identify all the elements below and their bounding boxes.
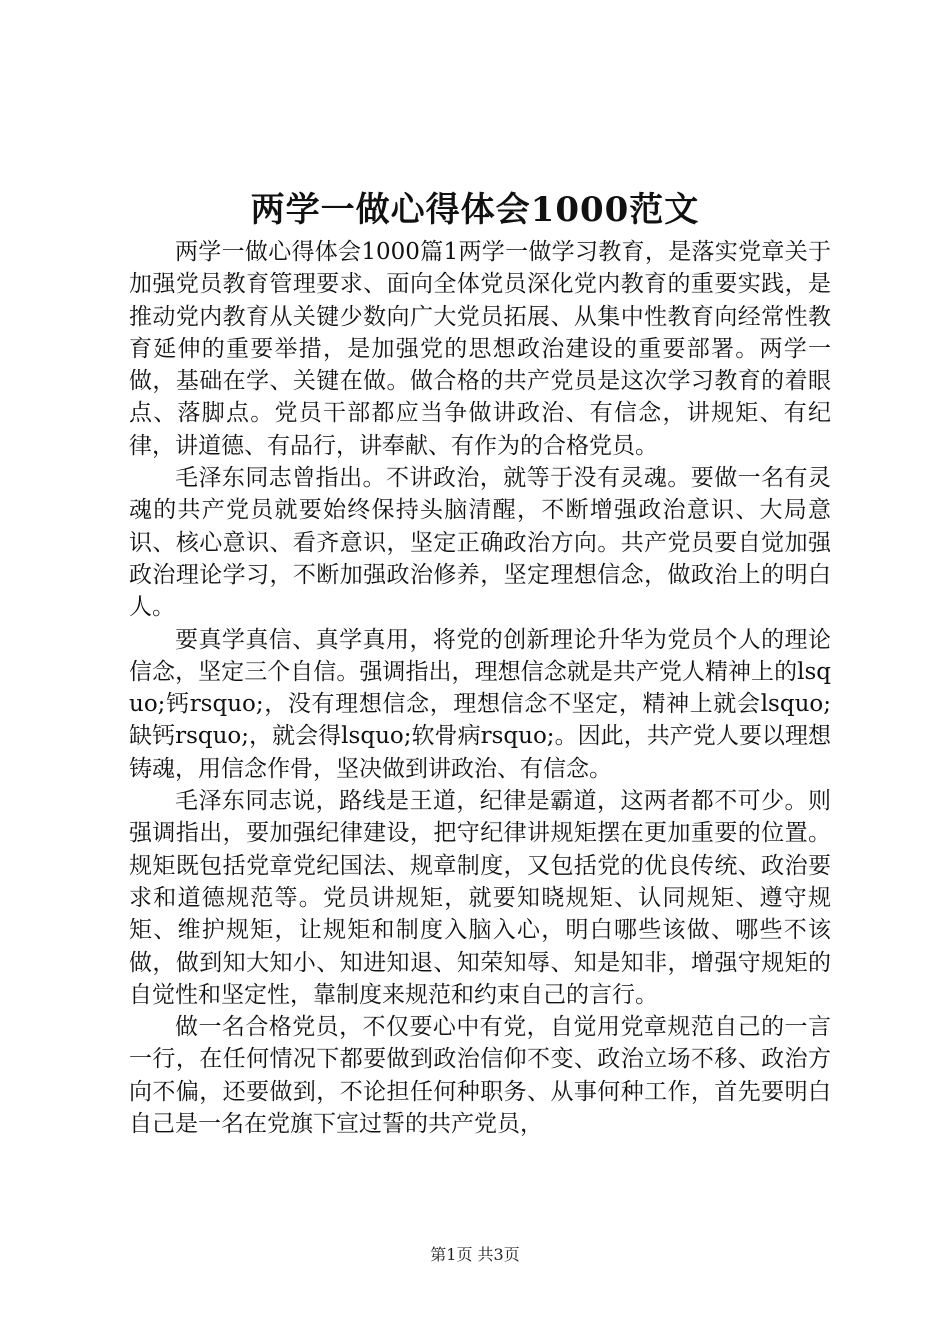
paragraph-3: 要真学真信、真学真用，将党的创新理论升华为党员个人的理论信念，坚定三个自信。强调指出，理想信念就是共产党人精神上的lsquo;钙rsquo;，没有理想信念，理想信念不坚定，精神上就会lsquo;缺钙rsquo;，就会得lsquo;软骨病rsquo;。因此，共产党人要以理想铸魂，用信念作骨，坚决做到讲政治、有信念。 [129,626,831,782]
paragraph-5: 做一名合格党员，不仅要心中有党，自觉用党章规范自己的一言一行，在任何情况下都要做到政治信仰不变、政治立场不移、政治方向不偏，还要做到，不论担任何种职务、从事何种工作，首先要明白自己是一名在党旗下宣过誓的共产党员， [129,1014,831,1138]
page-footer: 第1页 共3页 [430,1245,520,1264]
document-body [129,236,831,1140]
paragraph-2: 毛泽东同志曾指出。不讲政治，就等于没有灵魂。要做一名有灵魂的共产党员就要始终保持头脑清醒，不断增强政治意识、大局意识、核心意识、看齐意识，坚定正确政治方向。共产党员要自觉加强政治理论学习，不断加强政治修养，坚定理想信念，做政治上的明白人。 [129,465,831,621]
paragraph-1: 两学一做心得体会1000篇1两学一做学习教育，是落实党章关于加强党员教育管理要求、面向全体党员深化党内教育的重要实践，是推动党内教育从关键少数向广大党员拓展、从集中性教育向经常性教育延伸的重要举措，是加强党的思想政治建设的重要部署。两学一做，基础在学、关键在做。做合格的共产党员是这次学习教育的着眼点、落脚点。党员干部都应当争做讲政治、有信念，讲规矩、有纪律，讲道德、有品行，讲奉献、有作为的合格党员。 [129,239,831,459]
paragraph-4: 毛泽东同志说，路线是王道，纪律是霸道，这两者都不可少。则强调指出，要加强纪律建设，把守纪律讲规矩摆在更加重要的位置。规矩既包括党章党纪国法、规章制度，又包括党的优良传统、政治要求和道德规范等。党员讲规矩，就要知晓规矩、认同规矩、遵守规矩、维护规矩，让规矩和制度入脑入心，明白哪些该做、哪些不该做，做到知大知小、知进知退、知荣知辱、知是知非，增强守规矩的自觉性和坚定性，靠制度来规范和约束自己的言行。 [129,788,831,1008]
document-title: 两学一做心得体会1000范文 [250,190,700,230]
